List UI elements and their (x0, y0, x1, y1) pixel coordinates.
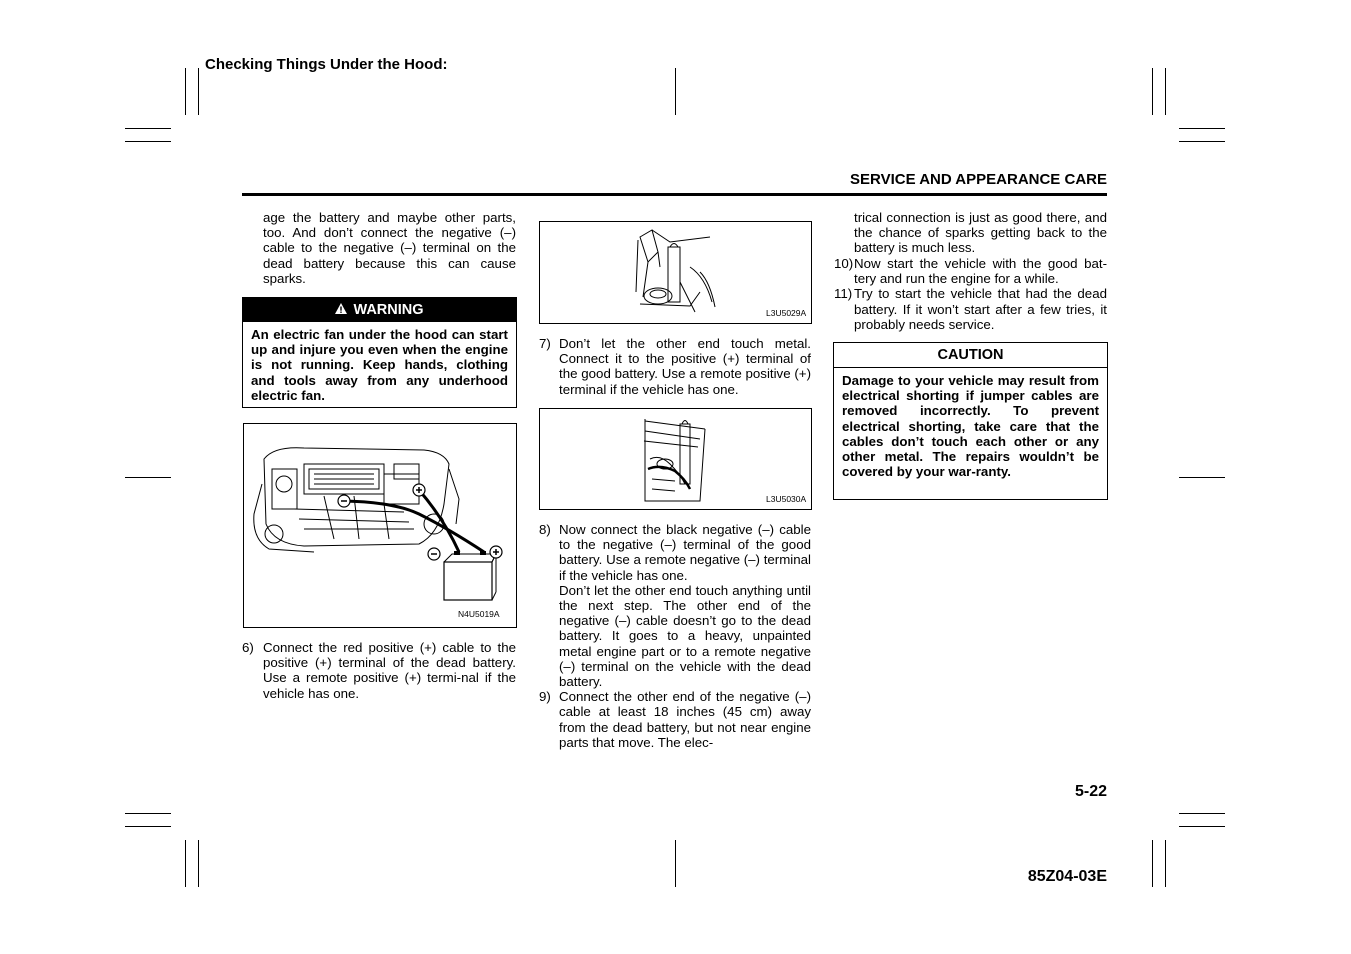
page-number: 5-22 (1074, 783, 1107, 800)
caution-text: Damage to your vehicle may result from electrical shorting if jumper cables are removed incorrectly. To prevent electrical shorting, take care that the cables don’t touch each other or any other metal. The repairs wouldn’t be covered by your war-ranty. (842, 373, 1099, 480)
step-number: 7) (539, 336, 551, 351)
caution-box (833, 342, 1108, 500)
warning-triangle-icon (335, 298, 347, 322)
warning-box (242, 297, 517, 408)
col3-steps (834, 256, 1107, 332)
step-text: Don’t let the other end touch metal. Connect it to the positive (+) terminal of the good battery. Use a remote positive (+) terminal if the vehicle has one. (559, 336, 811, 397)
terminal-figure-2 (539, 408, 812, 510)
warning-header (243, 298, 516, 322)
step-text: Now start the vehicle with the good bat-tery and run the engine for a while. (854, 256, 1107, 287)
step-7 (539, 336, 811, 397)
step-11 (834, 286, 1107, 332)
col2-steps (539, 522, 811, 750)
figure-label: L3U5030A (766, 494, 807, 504)
step-text: Try to start the vehicle that had the dead battery. If it won’t start after a few tries, it probably needs service. (854, 286, 1107, 332)
terminal-figure-1 (539, 221, 812, 324)
header-rule (242, 193, 1107, 196)
caution-title: CAUTION (834, 343, 1107, 368)
step-number: 10) (834, 256, 854, 271)
step-6 (242, 640, 516, 701)
step-number: 11) (834, 286, 853, 302)
figure-label: N4U5019A (458, 609, 500, 619)
step-text: Now connect the black negative (–) cable to the negative (–) terminal of the good battery. Use a remote negative (–) terminal if the vehicle has one. (559, 522, 811, 583)
chapter-title: SERVICE AND APPEARANCE CARE (850, 171, 1107, 188)
figure-label: L3U5029A (766, 308, 807, 318)
step-10 (834, 256, 1107, 286)
document-code: 85Z04-03E (1027, 868, 1107, 885)
step-text: Connect the other end of the negative (–) cable at least 18 inches (45 cm) away from the dead battery, but not near engine parts that move. The elec- (559, 689, 811, 750)
step-number: 6) (242, 640, 254, 655)
warning-text: An electric fan under the hood can start up and injure you even when the engine is not running. Keep hands, clothing and tools away from any underhood electric fan. (251, 327, 508, 403)
section-title: Checking Things Under the Hood: (205, 56, 448, 73)
step-8 (539, 522, 811, 689)
step-text-continued: Don’t let the other end touch anything until the next step. The other end of the negative (–) cable doesn’t go to the dead battery. It goes to a heavy, unpainted metal engine part or to a remote negative (–) terminal on the vehicle with the dead battery. (559, 582, 811, 690)
col1-steps (242, 640, 516, 701)
step-9 (539, 689, 811, 750)
col2-step-7 (539, 336, 811, 397)
step-number: 9) (539, 689, 551, 705)
col1-intro: age the battery and maybe other parts, too. And don’t connect the negative (–) cable to the negative (–) terminal on the dead battery because this can cause sparks. (263, 210, 516, 286)
engine-figure (243, 423, 517, 628)
col3-intro: trical connection is just as good there, and the chance of sparks getting back to the battery is much less. (854, 210, 1107, 256)
step-number: 8) (539, 522, 551, 537)
warning-title: WARNING (353, 302, 424, 318)
engine-bay-illustration (244, 424, 516, 627)
step-text: Connect the red positive (+) cable to the positive (+) terminal of the dead battery. Use a remote positive (+) termi-nal if the vehicle has one. (263, 640, 516, 701)
